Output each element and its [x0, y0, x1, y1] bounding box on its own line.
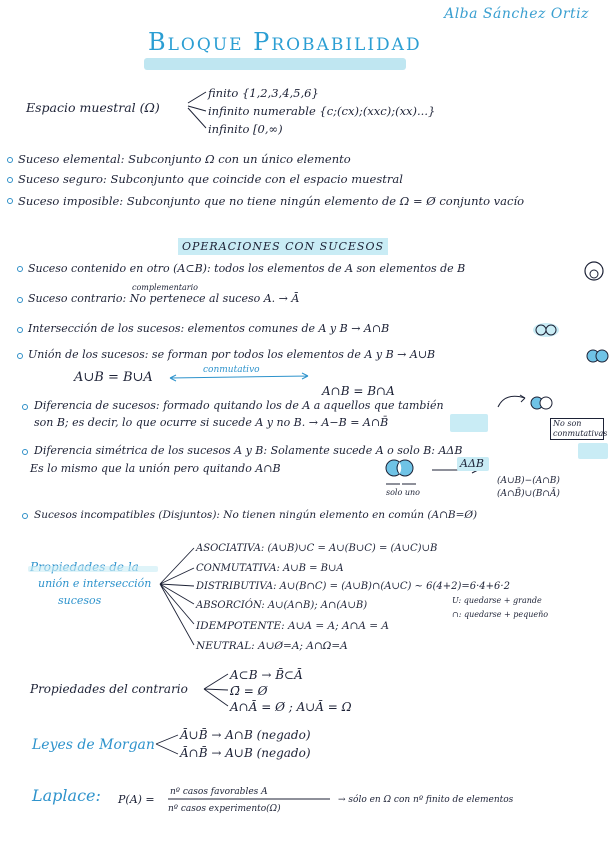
solo-uno-note: solo uno — [386, 488, 420, 497]
contrario-item-3: A∩Ā = Ø ; A∪Ā = Ω — [230, 700, 352, 714]
prop-absorcion: ABSORCIÓN: A∪(A∩B); A∩(A∪B) — [196, 600, 368, 611]
absorcion-union-note: U: quedarse + grande — [452, 596, 542, 605]
prop-asociativa: ASOCIATIVA: (A∪B)∪C = A∪(B∪C) = (A∪C)∪B — [196, 543, 438, 554]
sim-result-1: AΔB — [460, 457, 484, 470]
espacio-infinito-no-numerable: infinito [0,∞) — [208, 122, 283, 136]
author-signature: Alba Sánchez Ortiz — [444, 6, 589, 22]
propiedades-label-2: unión e intersección — [38, 577, 152, 590]
op-incompatibles: Sucesos incompatibles (Disjuntos): No tienen ningún elemento en común (A∩B=Ø) — [34, 509, 478, 521]
morgan-label: Leyes de Morgan — [32, 737, 155, 753]
op-contrario: Suceso contrario: No pertenece al suceso A. → Ā — [28, 292, 300, 305]
laplace-numerator: nº casos favorables A — [170, 787, 268, 797]
prop-idempotente: IDEMPOTENTE: A∪A = A; A∩A = A — [196, 620, 389, 632]
suceso-seguro: Suceso seguro: Subconjunto que coincide con el espacio muestral — [18, 172, 403, 186]
sim-result-2: (A∪B)−(A∩B) — [497, 476, 560, 486]
laplace-formula-left: P(A) = — [118, 793, 155, 806]
page-title: Bloque Probabilidad — [148, 28, 422, 56]
union-conmutativa: A∪B = B∪A — [74, 370, 153, 385]
suceso-imposible: Suceso imposible: Subconjunto que no tiene ningún elemento de Ω = Ø conjunto vacío — [18, 194, 525, 208]
conmutativo-note: conmutativo — [203, 365, 260, 375]
op-simetrica-2: Es lo mismo que la unión pero quitando A∩B — [30, 462, 281, 475]
absorcion-interseccion-note: ∩: quedarse + pequeño — [452, 610, 549, 619]
contrario-item-1: A⊂B → B̄⊂Ā — [230, 668, 303, 682]
op-diferencia-2: son B; es decir, lo que ocurre si sucede A y no B. → A−B = A∩B̄ — [34, 416, 389, 429]
morgan-law-2: Ā∩B̄ → A∪B (negado) — [180, 746, 311, 760]
suceso-elemental: Suceso elemental: Subconjunto Ω con un único elemento — [18, 152, 351, 166]
espacio-label: Espacio muestral (Ω) — [26, 100, 160, 115]
espacio-finito: finito {1,2,3,4,5,6} — [208, 86, 319, 100]
no-conmutativas-note: No son conmutativas — [550, 418, 604, 440]
sim-result-3: (A∩B̄)∪(B∩Ā) — [497, 489, 560, 499]
contrario-item-2: Ω̄ = Ø — [230, 684, 268, 698]
section-operaciones: OPERACIONES CON SUCESOS — [178, 238, 388, 255]
morgan-law-1: Ā∪B̄ → A∩B (negado) — [180, 728, 311, 742]
laplace-label: Laplace: — [32, 786, 101, 805]
contrario-label: Propiedades del contrario — [30, 682, 188, 696]
complementario-note: complementario — [132, 283, 198, 292]
op-contenido: Suceso contenido en otro (A⊂B): todos los elementos de A son elementos de B — [28, 262, 466, 275]
espacio-infinito-numerable: infinito numerable {c;(cx);(xxc);(xx)...} — [208, 104, 436, 118]
propiedades-label-3: sucesos — [58, 594, 102, 607]
op-union: Unión de los sucesos: se forman por todos los elementos de A y B → A∪B — [28, 348, 436, 361]
op-simetrica-1: Diferencia simétrica de los sucesos A y B: Solamente sucede A o solo B: AΔB — [34, 444, 463, 457]
op-interseccion: Intersección de los sucesos: elementos comunes de A y B → A∩B — [28, 322, 390, 335]
interseccion-conmutativa: A∩B = B∩A — [322, 384, 395, 398]
prop-conmutativa: CONMUTATIVA: A∪B = B∪A — [196, 563, 344, 574]
prop-neutral: NEUTRAL: A∪Ø=A; A∩Ω=A — [196, 640, 348, 652]
laplace-denominator: nº casos experimento(Ω) — [168, 804, 281, 814]
prop-distributiva: DISTRIBUTIVA: A∪(B∩C) = (A∪B)∩(A∪C) ~ 6(4+2)=6·4+6·2 — [196, 581, 510, 592]
laplace-note: → sólo en Ω con nº finito de elementos — [338, 795, 514, 805]
op-diferencia-1: Diferencia de sucesos: formado quitando los de A a aquellos que también — [34, 399, 444, 412]
